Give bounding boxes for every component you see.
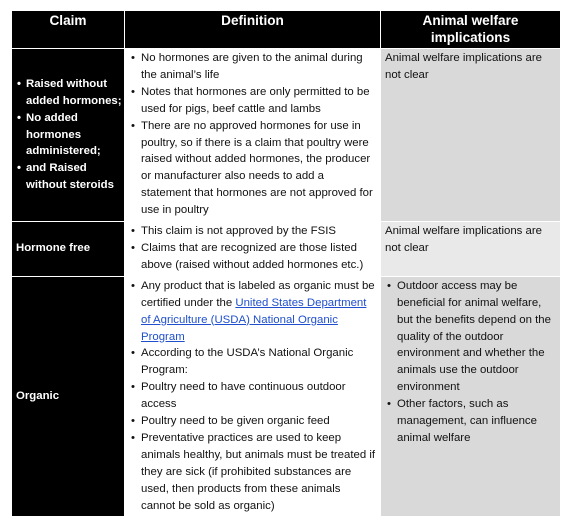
claim-item: • and Raised without steroids — [26, 160, 124, 194]
implications-cell: Animal welfare implications are not clear — [381, 222, 561, 277]
implications-item: • Other factors, such as management, can influence animal welfare — [397, 396, 557, 447]
header-row — [12, 11, 561, 49]
implications-item: • Outdoor access may be beneficial for animal welfare, but the benefits depend on the quality of the outdoor environment and whether the animals use the outdoor environment — [397, 278, 557, 396]
table-row — [12, 49, 561, 222]
definition-item: • Preventative practices are used to keep animals healthy, but animals must be treated if they are sick (if prohibited substances are used, then products from these animals cannot be sold as organic) — [141, 430, 376, 515]
header-definition: Definition — [125, 11, 381, 49]
usda-nop-link[interactable]: United States Department of Agriculture (USDA) National Organic Program — [141, 296, 367, 343]
definition-item: • Claims that are recognized are those listed above (raised without added hormones etc.) — [141, 240, 376, 274]
implications-cell — [381, 276, 561, 517]
definition-item: • There are no approved hormones for use in poultry, so if there is a claim that poultry were raised without added hormones, the producer or manufacturer also needs to add a statement that hormones are not approved for use in poultry — [141, 118, 376, 219]
table-row — [12, 276, 561, 517]
claim-item: • No added hormones administered; — [26, 110, 124, 161]
definition-item: • Poultry need to be given organic feed — [141, 413, 376, 430]
definition-item: • Poultry need to have continuous outdoor access — [141, 379, 376, 413]
definition-item: • This claim is not approved by the FSIS — [141, 223, 376, 240]
claim-cell: Hormone free — [12, 222, 125, 277]
definition-item — [141, 278, 376, 346]
definition-cell — [125, 276, 381, 517]
claim-cell — [12, 49, 125, 222]
implications-cell: Animal welfare implications are not clear — [381, 49, 561, 222]
claim-cell: Organic — [12, 276, 125, 517]
definition-cell — [125, 49, 381, 222]
definition-cell — [125, 222, 381, 277]
definition-item: • No hormones are given to the animal during the animal’s life — [141, 50, 376, 84]
claims-table — [11, 10, 561, 517]
header-claim: Claim — [12, 11, 125, 49]
claim-item: • Raised without added hormones; — [26, 76, 124, 110]
definition-item: • Notes that hormones are only permitted to be used for pigs, beef cattle and lambs — [141, 84, 376, 118]
header-implications: Animal welfare implications — [381, 11, 561, 49]
definition-item: • According to the USDA’s National Organic Program: — [141, 345, 376, 379]
definition-text: Any product that is labeled as organic must be certified under the — [141, 279, 375, 309]
table-row — [12, 222, 561, 277]
